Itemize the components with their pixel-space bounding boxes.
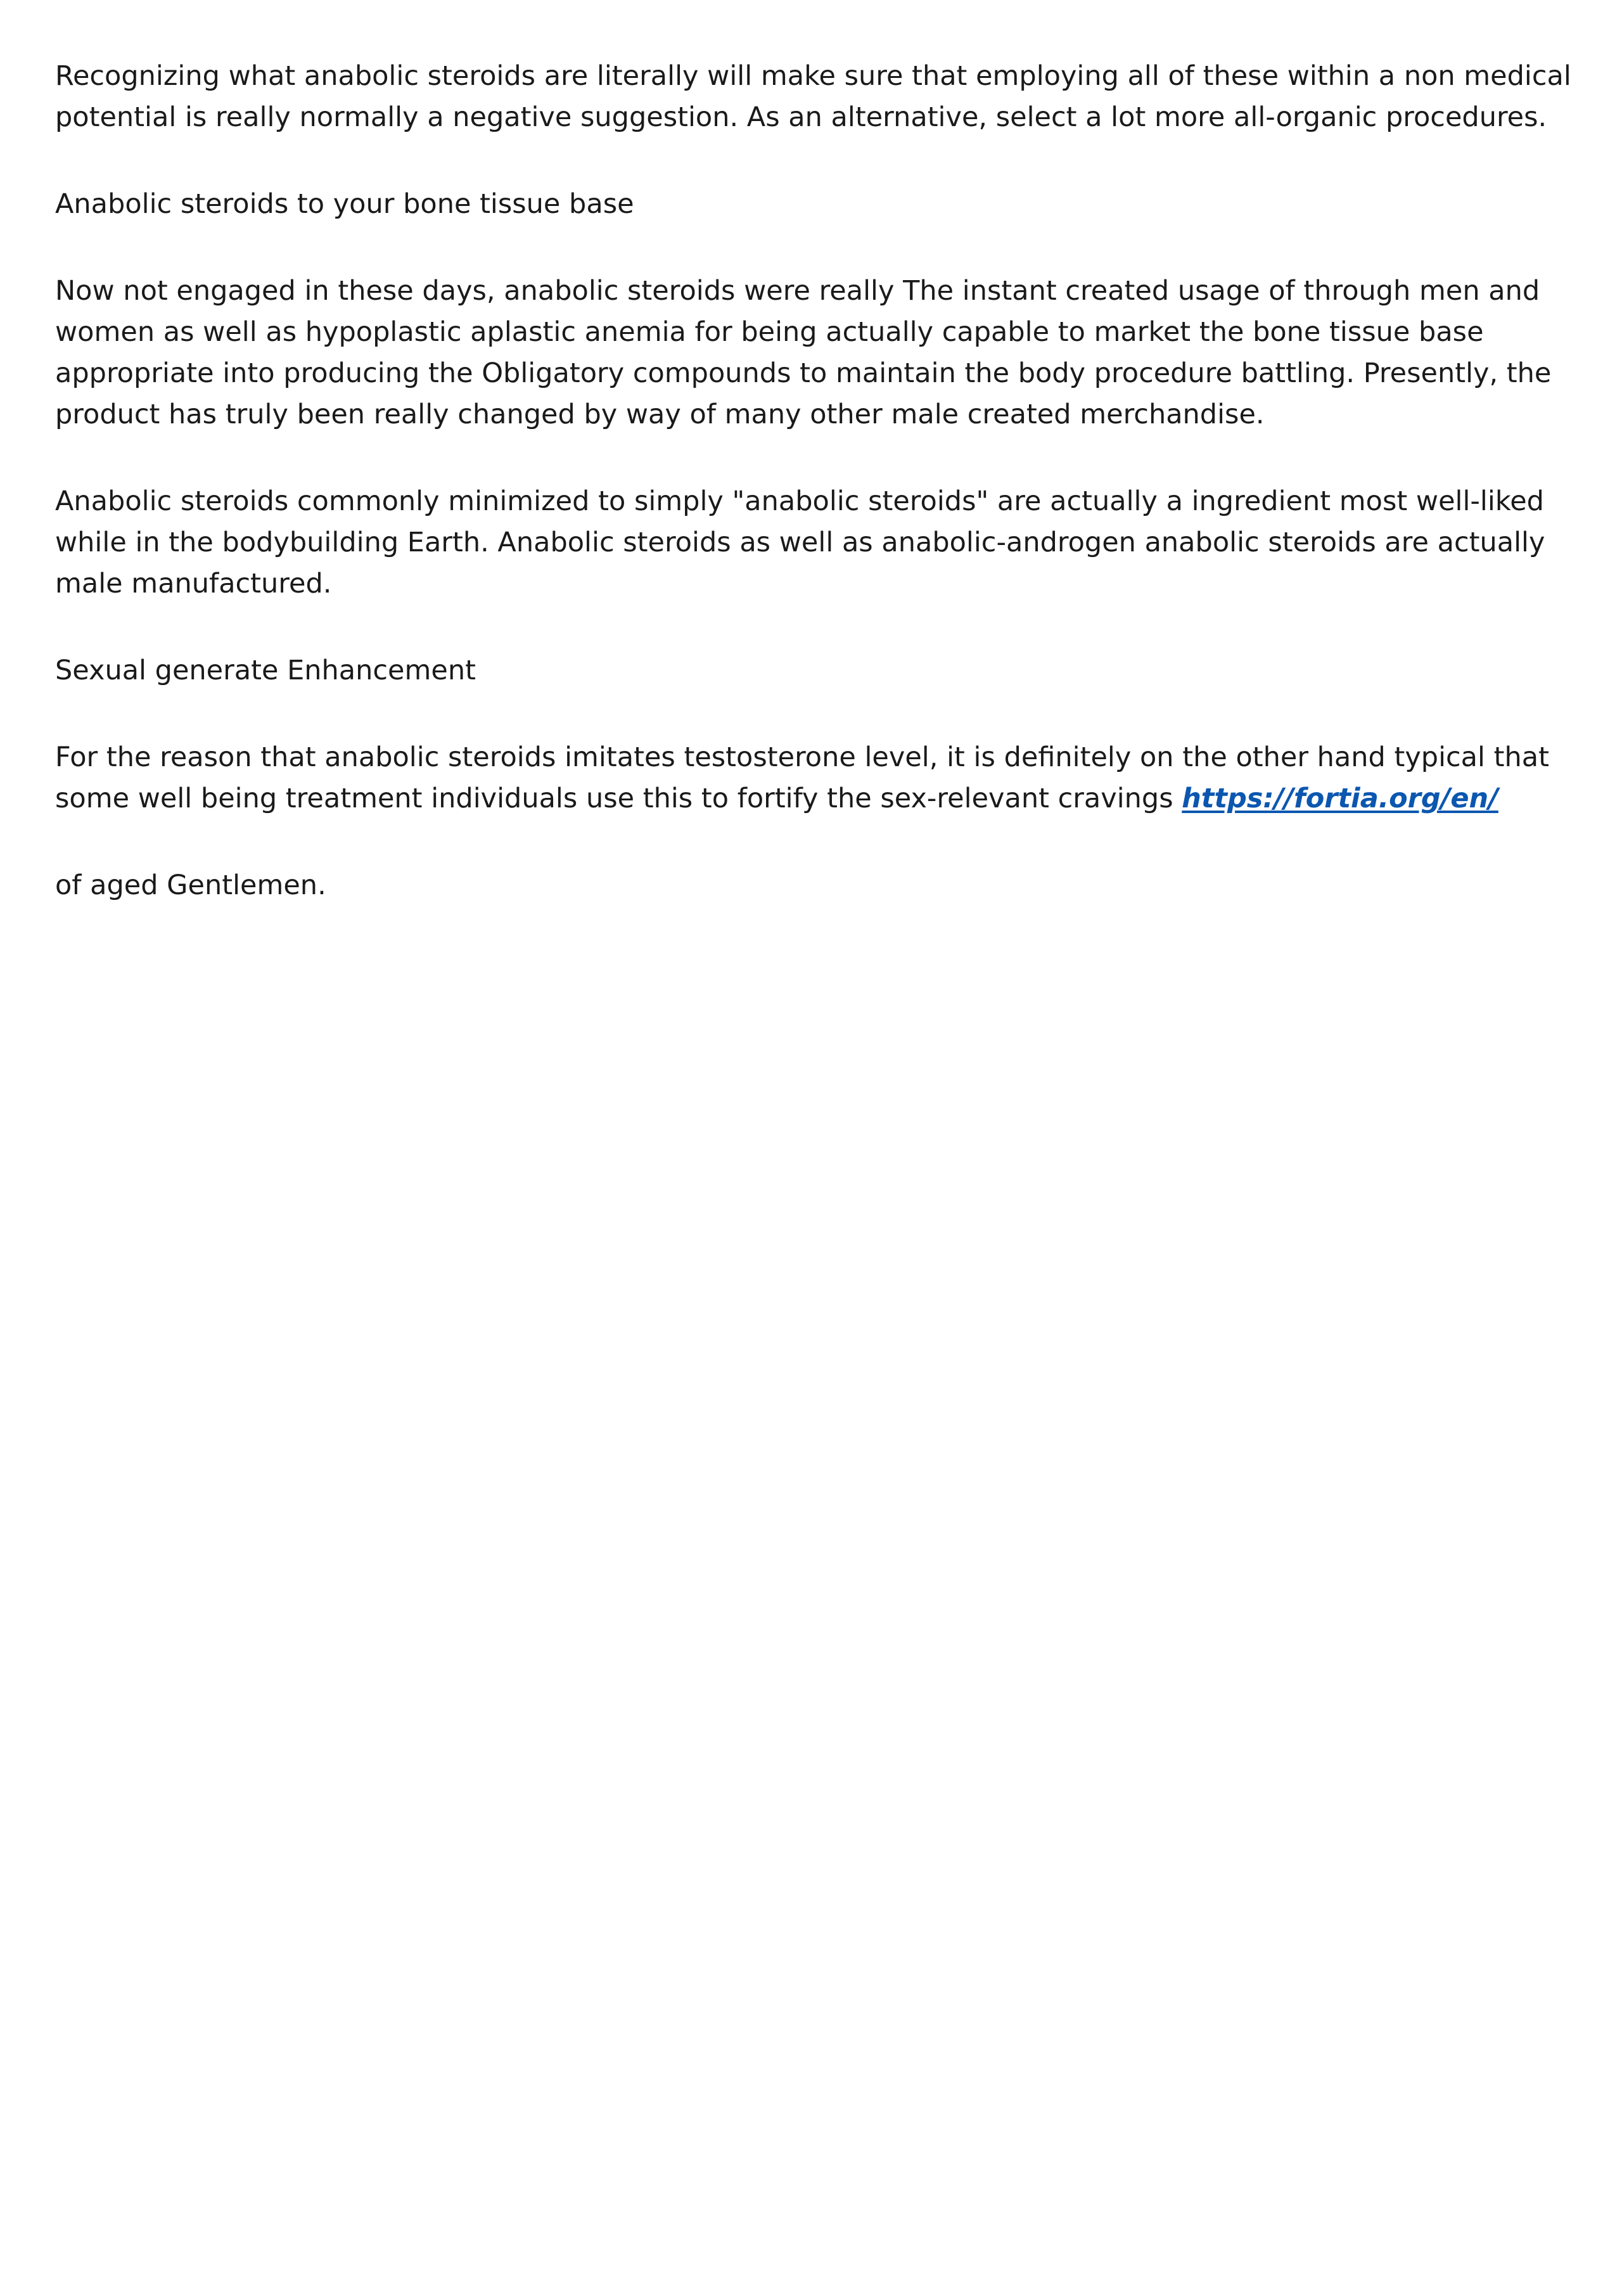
paragraph-testosterone-text: For the reason that anabolic steroids imitates testosterone level, it is definitely on the other hand typical that some well being treatment individuals use this to fortify the sex-relevant cravings [55,741,1549,814]
paragraph-aged-gentlemen: of aged Gentlemen. [55,869,326,901]
paragraph-bodybuilding: Anabolic steroids commonly minimized to simply "anabolic steroids" are actually a ingredient most well-liked while in the bodybuilding Earth. Anabolic steroids as well as anabolic-androgen anabolic steroids are actually male manufactured. [55,485,1545,600]
heading-bone-tissue: Anabolic steroids to your bone tissue base [55,188,634,220]
heading-sexual-enhancement: Sexual generate Enhancement [55,655,476,686]
paragraph-intro: Recognizing what anabolic steroids are literally will make sure that employing all of these within a non medical potential is really normally a negative suggestion. As an alternative, select a lot more all-organic procedures. [55,60,1571,133]
paragraph-testosterone [55,737,1588,819]
paragraph-bone-tissue: Now not engaged in these days, anabolic steroids were really The instant created usage of through men and women as well as hypoplastic aplastic anemia for being actually capable to market the bone tissue base appropriate into producing the Obligatory compounds to maintain the body procedure battling. Presently, the product has truly been really changed by way of many other male created merchandise. [55,275,1552,430]
document-body [55,56,1588,952]
fortia-link[interactable]: https://fortia.org/en/ [1182,783,1498,814]
